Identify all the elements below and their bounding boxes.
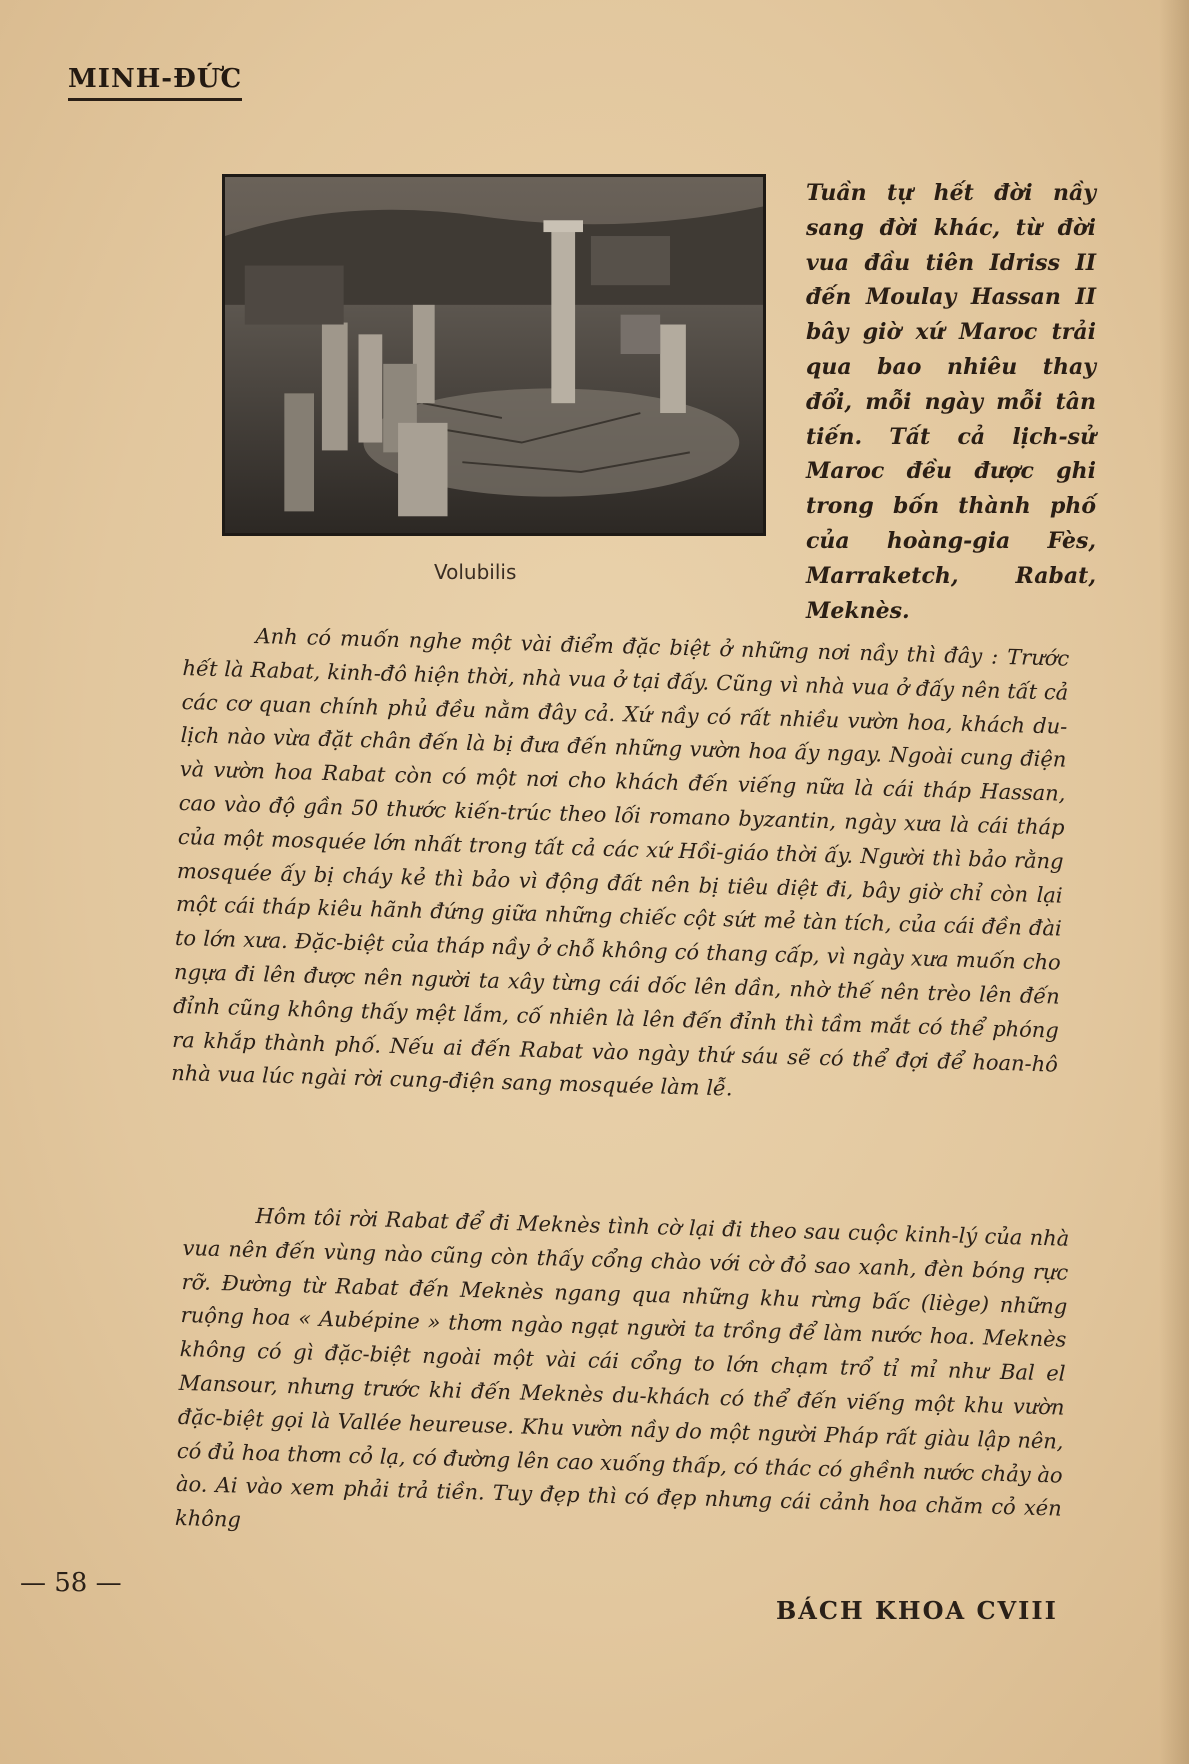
body-paragraph-2: Hôm tôi rời Rabat để đi Meknès tình cờ lại đi theo sau cuộc kinh-lý của nhà vua nên đến vùng nào cũng còn thấy cổng chào với cờ đỏ sao xanh, đèn bóng rực rỡ. Đường từ Rabat đến Meknès ngang qua những khu rừng bấc (liège) những ruộng hoa « Aubépine » thơm ngào ngạt người ta trồng để làm nước hoa. Meknès không có gì đặc-biệt ngoài một vài cái cổng to lớn chạm trổ tỉ mỉ như Bal el Mansour, nhưng trước khi đến Meknès du-khách có thể đến viếng một khu vườn đặc-biệt gọi là Vallée heureuse. Khu vườn nầy do một người Pháp rất giàu lập nên, có đủ hoa thơm cỏ lạ, có đường lên cao xuống thấp, có thác có ghềnh nước chảy ào ào. Ai vào xem phải trả tiền. Tuy đẹp thì có đẹp nhưng cái cảnh hoa chăm cỏ xén không — [174, 1204, 1070, 1532]
page-edge-shadow — [1159, 0, 1189, 1764]
publication-title: BÁCH KHOA CVIII — [776, 1596, 1058, 1625]
ruins-photo — [222, 174, 766, 536]
photo-caption: Volubilis — [434, 560, 517, 584]
body-paragraph-1: Anh có muốn nghe một vài điểm đặc biệt ở những nơi nầy thì đây : Trước hết là Rabat, kinh-đô hiện thời, nhà vua ở tại đấy. Cũng vì nhà vua ở đấy nên tất cả các cơ quan chính phủ đều nằm đây cả. Xứ nầy có rất nhiều vườn hoa, khách du-lịch nào vừa đặt chân đến là bị đưa đến những vườn hoa ấy ngay. Ngoài cung điện và vườn hoa Rabat còn có một nơi cho khách đến viếng nữa là cái tháp Hassan, cao vào độ gần 50 thước kiến-trúc theo lối romano byzantin, ngày xưa là cái tháp của một mosquée lớn nhất trong tất cả các xứ Hồi-giáo thời ấy. Người thì bảo rằng mosquée ấy bị cháy kẻ thì bảo vì động đất nên bị tiêu diệt đi, bây giờ chỉ còn lại một cái tháp kiêu hãnh đứng giữa những chiếc cột sứt mẻ tàn tích, của cái đền đài to lớn xưa. Đặc-biệt của tháp nầy ở chỗ không có thang cấp, vì ngày xưa muốn cho ngựa đi lên được nên người ta xây từng cái dốc lên dần, nhờ thế nên trèo lên đến đỉnh cũng không thấy mệt lắm, cố nhiên là lên đến đỉnh thì tầm mắt có thể phóng ra khắp thành phố. Nếu ai đến Rabat vào ngày thứ sáu sẽ có thể đợi để hoan-hô nhà vua lúc ngài rời cung-điện sang mosquée làm lễ. — [170, 624, 1070, 1101]
author-heading: MINH-ĐỨC — [68, 64, 242, 101]
sidebar-paragraph: Tuần tự hết đời nầy sang đời khác, từ đời vua đầu tiên Idriss II đến Moulay Hassan II bây giờ xứ Maroc trải qua bao nhiêu thay đổi, mỗi ngày mỗi tân tiến. Tất cả lịch-sử Maroc đều được ghi trong bốn thành phố của hoàng-gia Fès, Marraketch, Rabat, Meknès. — [806, 180, 1096, 624]
page-number: — 58 — — [20, 1568, 122, 1598]
ruins-photo-icon — [225, 177, 763, 533]
